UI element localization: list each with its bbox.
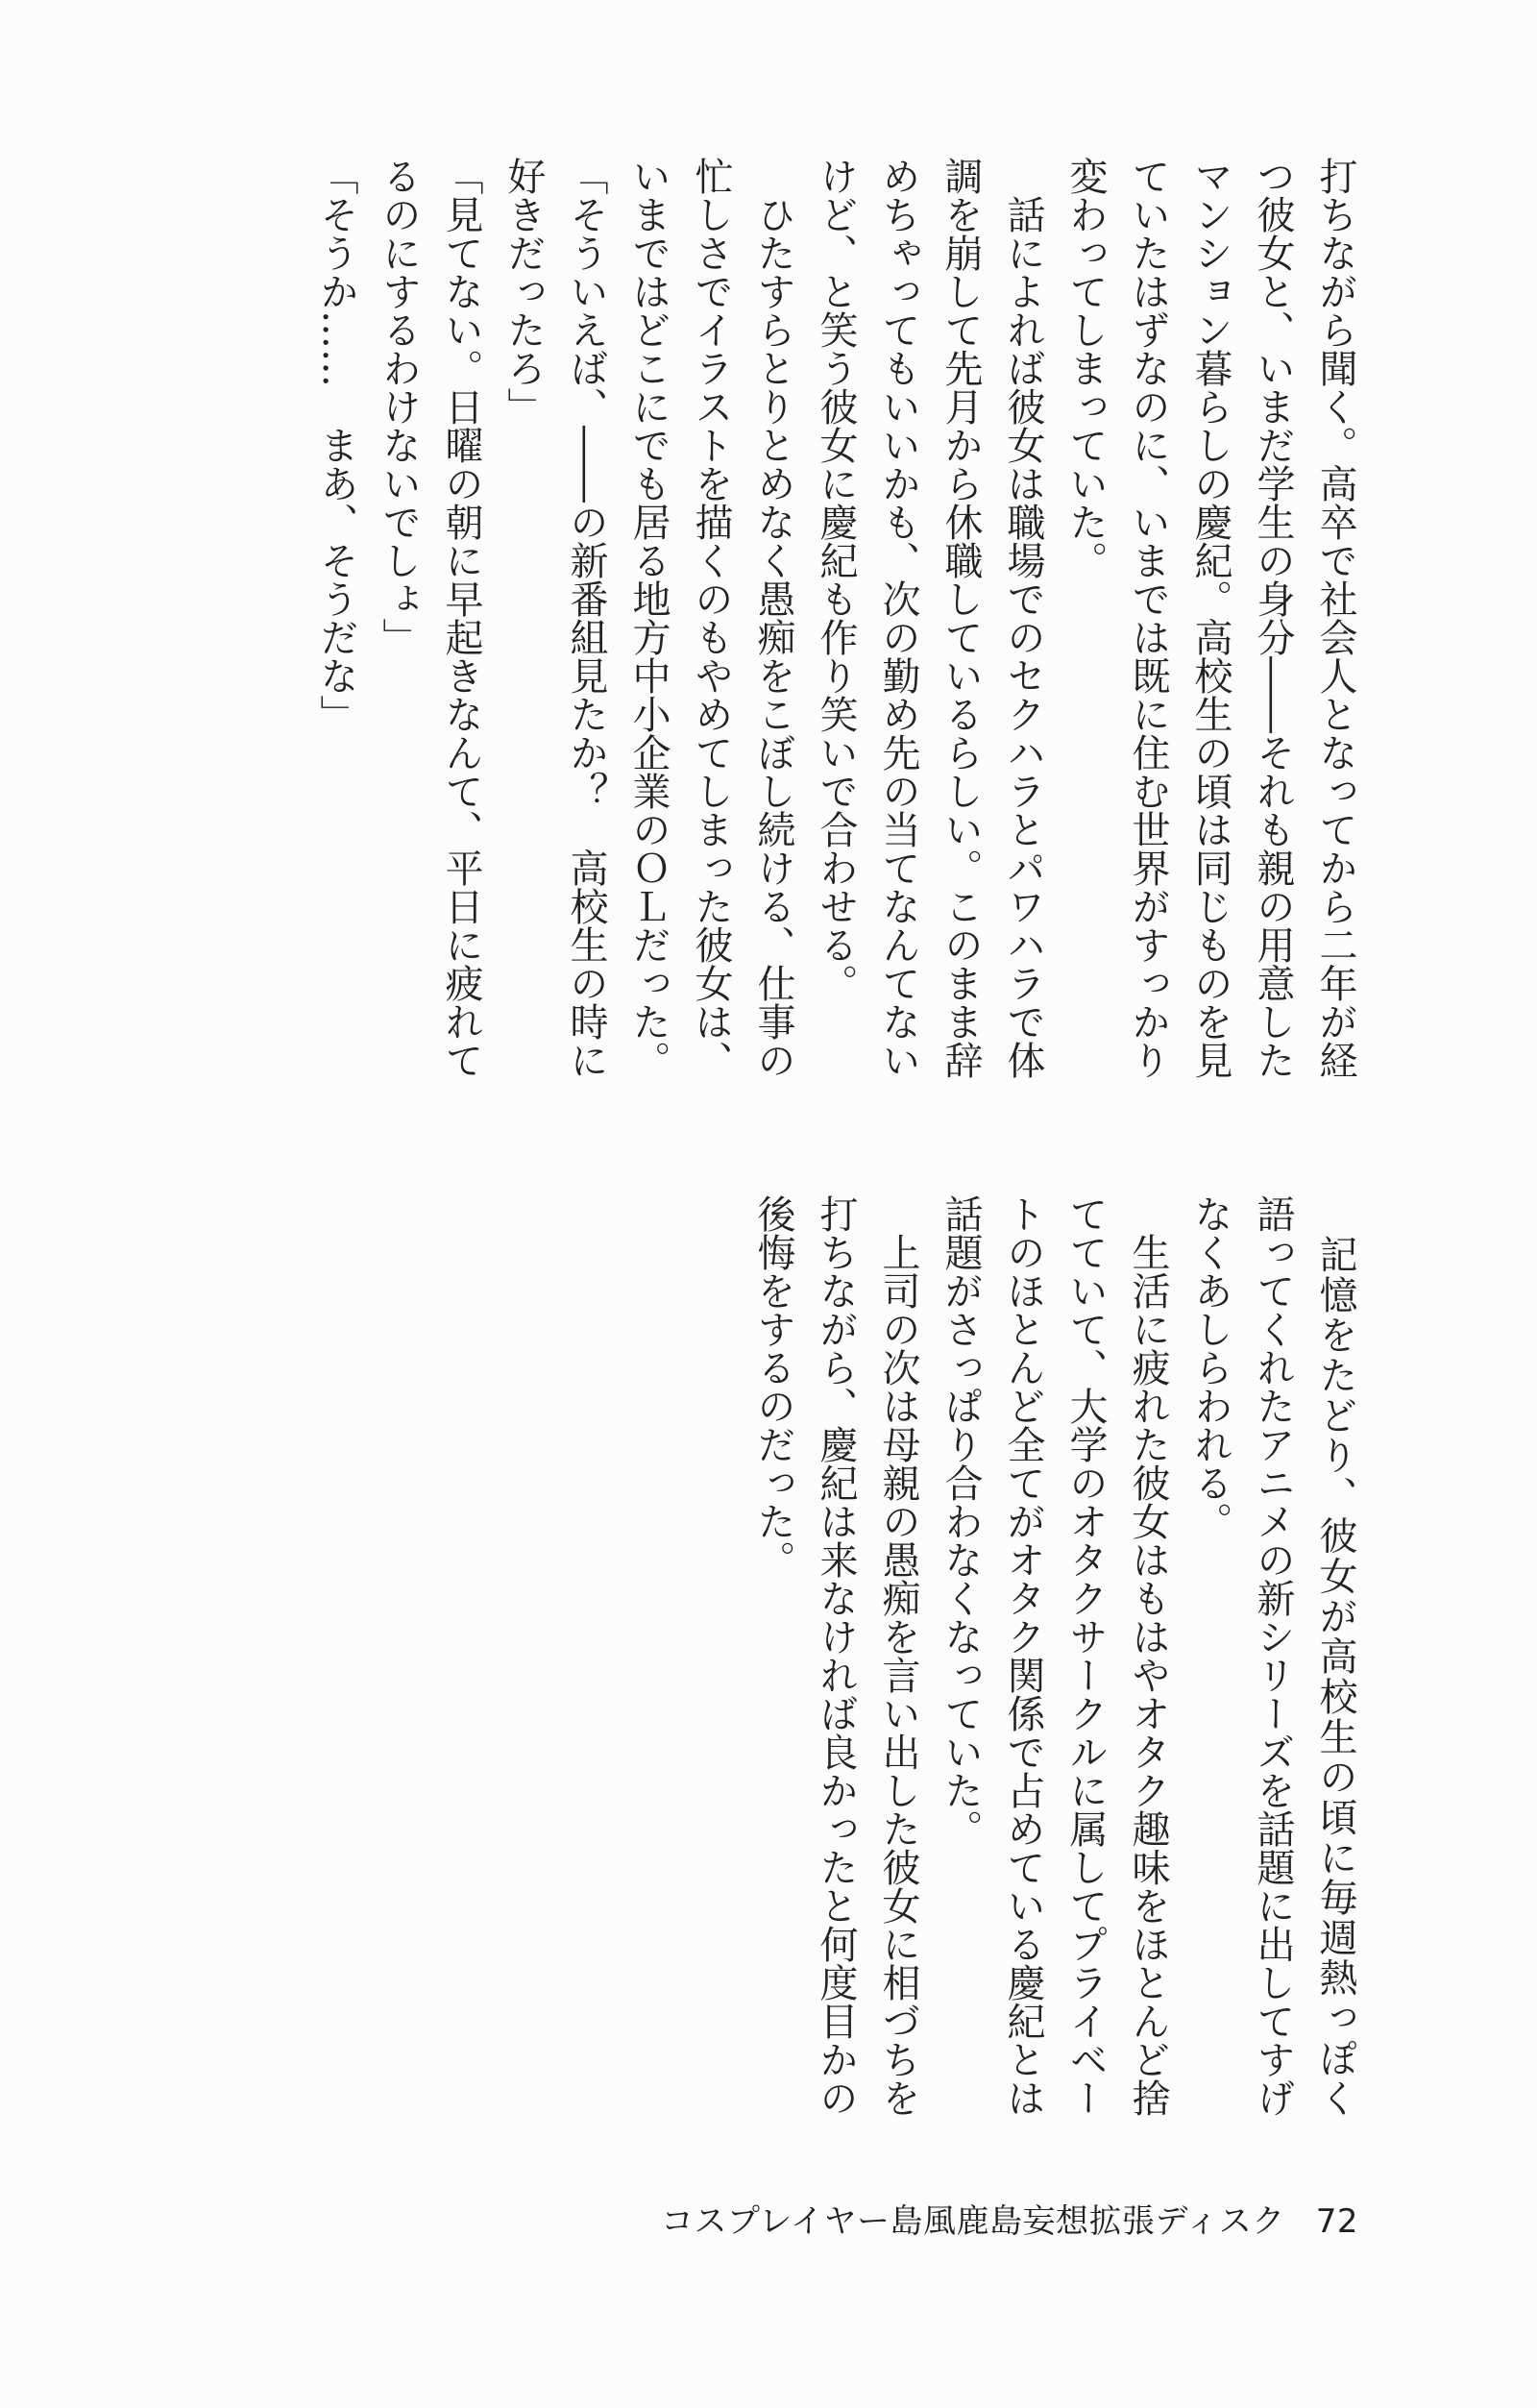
text-block-top (305, 157, 1366, 1079)
text-line: なくあしらわれる。 (1188, 1194, 1232, 1540)
text-line: いまではどこにでも居る地方中小企業のＯＬだった。 (626, 157, 671, 1079)
text-line: てていて、大学のオタクサークルに属してプライベー (1063, 1194, 1108, 2117)
text-line: 好きだったろ」 (501, 157, 546, 426)
text-line: ひたすらとりとめなく愚痴をこぼし続ける、仕事の (751, 157, 795, 1079)
text-block-bottom (742, 1194, 1366, 2117)
text-line: 話題がさっぱり合わなくなっていた。 (939, 1194, 983, 1848)
text-line: 打ちながら、慶紀は来なければ良かったと何度目かの (814, 1194, 858, 2117)
text-line: 語ってくれたアニメの新シリーズを話題に出してすげ (1251, 1194, 1295, 2117)
text-line: つ彼女と、いまだ学生の身分――それも親の用意した (1251, 157, 1295, 1079)
text-line: 「そうか…… まあ、そうだな」 (314, 157, 358, 733)
text-line: 「そういえば、――の新番組見たか？ 高校生の時に (564, 157, 608, 1079)
text-line: 打ちながら聞く。高卒で社会人となってから二年が経 (1313, 157, 1357, 1079)
text-line: 調を崩して先月から休職しているらしい。このまま辞 (939, 157, 983, 1079)
text-line: 記憶をたどり、彼女が高校生の頃に毎週熱っぽく (1313, 1194, 1357, 2117)
text-line: 生活に疲れた彼女はもはやオタク趣味をほとんど捨 (1126, 1194, 1170, 2117)
footer-title: コスプレイヤー島風鹿島妄想拡張ディスク (661, 2202, 1285, 2241)
text-line: マンション暮らしの慶紀。高校生の頃は同じものを見 (1188, 157, 1232, 1079)
text-line: 忙しさでイラストを描くのもやめてしまった彼女は、 (689, 157, 733, 1079)
text-line: るのにするわけないでしょ」 (377, 157, 421, 656)
text-line: けど、と笑う彼女に慶紀も作り笑いで合わせる。 (814, 157, 858, 1002)
text-line: 上司の次は母親の愚痴を言い出した彼女に相づちを (876, 1194, 920, 2117)
text-line: 話によれば彼女は職場でのセクハラとパワハラで体 (1001, 157, 1045, 1079)
text-line: トのほとんど全てがオタク関係で占めている慶紀とは (1001, 1194, 1045, 2117)
text-line: ていたはずなのに、いまでは既に住む世界がすっかり (1126, 157, 1170, 1079)
text-line: めちゃってもいいかも、次の勤め先の当てなんてない (876, 157, 920, 1079)
page-footer (661, 2195, 1358, 2242)
text-line: 後悔をするのだった。 (751, 1194, 795, 1579)
footer-page-number: 72 (1315, 2202, 1358, 2241)
text-line: 「見てない。日曜の朝に早起きなんて、平日に疲れて (439, 157, 483, 1079)
text-line: 変わってしまっていた。 (1063, 157, 1108, 579)
